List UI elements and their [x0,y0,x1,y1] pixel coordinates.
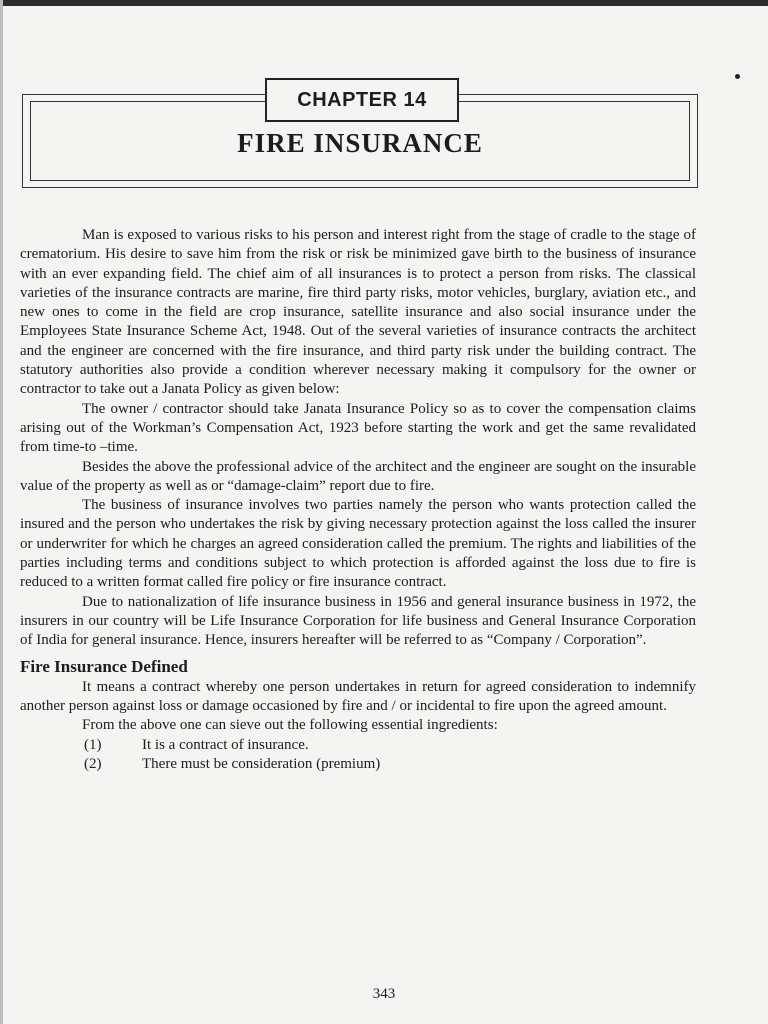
list-item-text: There must be consideration (premium) [142,756,381,773]
paragraph-1: Man is exposed to various risks to his person and interest right from the stage of cradle to the stage of crematorium. His desire to save him from the risk or risk be minimized gave birth to the business of insurance with an ever expanding field. The chief aim of all insurances is to protect a person from risks. The classical varieties of the insurance contracts are marine, fire third party risks, motor vehicles, burglary, aviation etc., and new ones to come in the field are crop insurance, satellite insurance and also social insurance under the Employees State Insurance Scheme Act, 1948. Out of the several varieties of insurance contracts the architect and the engineer are concerned with the fire insurance, and third party risk under the building contract. The statutory authorities also provide a condition wherever necessary making it compulsory for the owner or contractor to take out a Janata Policy as given below: [20,227,696,398]
ingredients-list [20,736,696,775]
body-text [20,226,696,774]
list-item-number: (1) [84,736,102,753]
page-number: 343 [372,986,396,1002]
page-top-edge [0,0,768,6]
paragraph-4: The business of insurance involves two parties namely the person who wants protection called the insured and the person who undertakes the risk by giving necessary protection against the loss called the insurer or underwriter for which he charges an agreed consideration called the premium. The rights and liabilities of the parties including terms and conditions subject to which protection is afforded against the loss due to fire is reduced to a written format called fire policy or fire insurance contract. [20,497,696,591]
section-heading: Fire Insurance Defined [20,656,188,676]
list-item-number: (2) [84,756,102,773]
paragraph-5: Due to nationalization of life insurance business in 1956 and general insurance business in 1972, the insurers in our country will be Life Insurance Corporation for life business and General Insurance Corporation of India for general insurance. Hence, insurers hereafter will be referred to as “Company / Corporation”. [20,593,696,649]
chapter-title: FIRE INSURANCE [237,128,483,158]
page-left-edge [0,0,3,1024]
section-paragraph-1: It means a contract whereby one person undertakes in return for agreed consideration to indemnify another person against loss or damage occasioned by fire and / or incidental to fire upon the agreed amount. [20,678,696,715]
paragraph-3: Besides the above the professional advice of the architect and the engineer are sought on the insurable value of the property as well as or “damage-claim” report due to fire. [20,458,696,494]
list-item [20,736,696,755]
list-item [20,755,696,774]
margin-dot [735,74,740,79]
paragraph-2: The owner / contractor should take Janata Insurance Policy so as to cover the compensation claims arising out of the Workman’s Compensation Act, 1923 before starting the work and get the same revalidated from time-to –time. [20,400,696,456]
section-paragraph-2: From the above one can sieve out the following essential ingredients: [82,717,498,734]
chapter-label: CHAPTER 14 [265,78,459,122]
list-item-text: It is a contract of insurance. [142,736,309,753]
